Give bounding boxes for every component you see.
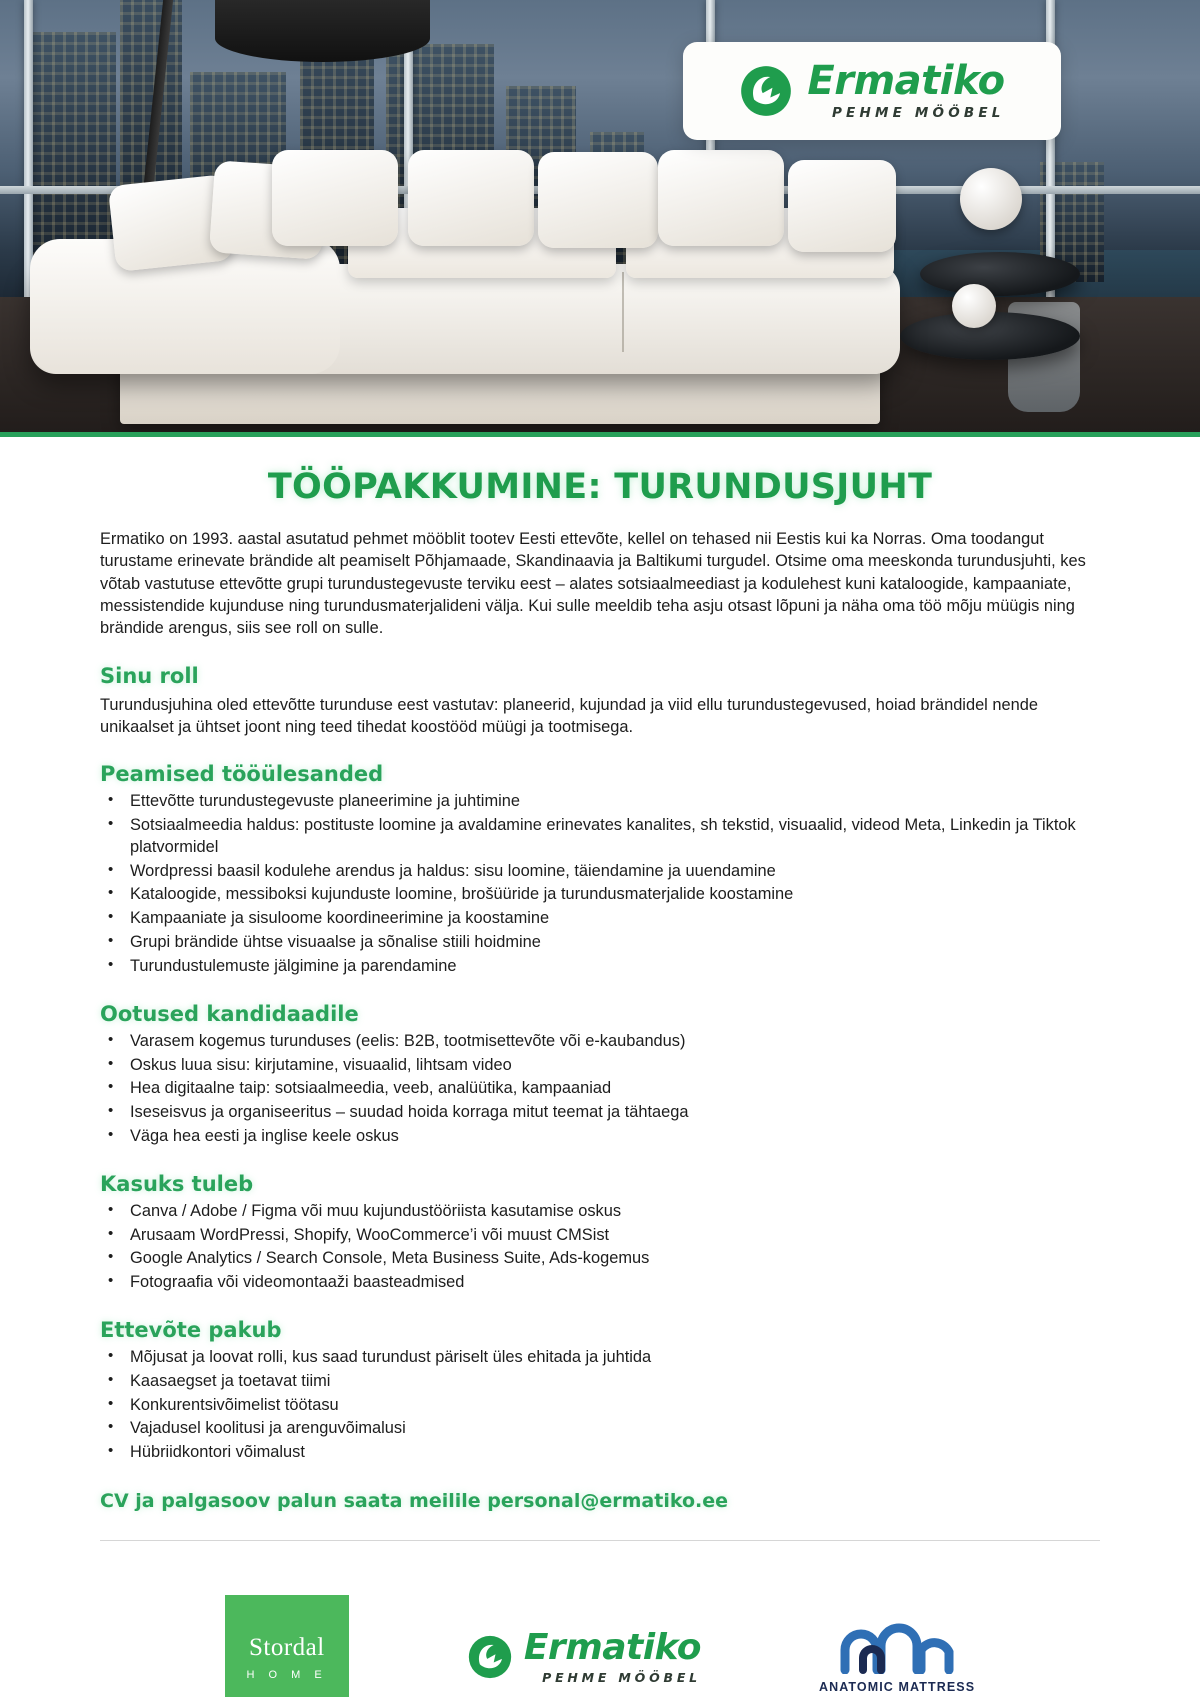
stordal-home-logo <box>225 1595 349 1697</box>
list-item: • Canva / Adobe / Figma või muu kujundustööriista kasutamise oskus <box>100 1201 1100 1223</box>
list-item: • Wordpressi baasil kodulehe arendus ja haldus: sisu loomine, täiendamine ja uuendamine <box>100 861 1100 883</box>
ermatiko-swoosh-icon <box>467 1634 513 1680</box>
list-item: • Kaasaegset ja toetavat tiimi <box>100 1371 1100 1393</box>
footer-divider <box>100 1540 1100 1541</box>
list-item: • Kampaaniate ja sisuloome koordineerimine ja koostamine <box>100 908 1100 930</box>
anatomic-arches-icon <box>837 1620 957 1674</box>
anatomic-name: ANATOMIC MATTRESS <box>818 1680 976 1695</box>
list-kasuks-tuleb <box>100 1201 1100 1294</box>
brand-name: Ermatiko <box>523 1626 701 1668</box>
brand-name: Ermatiko <box>807 58 1005 105</box>
brand-tagline: PEHME MÖÖBEL <box>542 1669 701 1685</box>
section-heading-tooulesanded: Peamised tööülesanded <box>100 762 384 787</box>
list-item: • Konkurentsivõimelist töötasu <box>100 1395 1100 1417</box>
throw-pillow <box>538 152 658 248</box>
throw-pillow <box>408 150 534 246</box>
section-heading-ootused: Ootused kandidaadile <box>100 1001 359 1026</box>
list-item: • Oskus luua sisu: kirjutamine, visuaalid, lihtsam video <box>100 1055 1100 1077</box>
hero-image <box>0 0 1200 432</box>
throw-pillow <box>788 160 896 252</box>
list-item: • Mõjusat ja loovat rolli, kus saad turundust päriselt üles ehitada ja juhtida <box>100 1347 1100 1369</box>
sofa-seam <box>622 272 624 352</box>
intro-paragraph: Ermatiko on 1993. aastal asutatud pehmet mööblit tootev Eesti ettevõte, kellel on tehased nii Eestis kui ka Norras. Oma toodangut turustame erinevate brändide alt peamiselt Põhjamaade, Skandinaavia ja Baltikumi turgudel. Otsime oma meeskonda turundusjuhti, kes võtab vastutuse ettevõtte grupi turundustegevuste terviku eest – alates sotsiaalmeediast ja kodulehest kuni kataloogide, kampaaniate, messistendide kujunduse ning turundusmaterjalideni välja. Kui sulle meeldib teha asju otsast lõpuni ja näha oma töö mõju müügis ning brändide arengus, siis see roll on sulle. <box>100 530 1086 638</box>
ermatiko-wordmark <box>523 1626 701 1685</box>
section-heading-kasuks-tuleb: Kasuks tuleb <box>100 1171 254 1196</box>
list-item: • Iseseisvus ja organiseeritus – suudad hoida korraga mitut teemat ja tähtaega <box>100 1102 1100 1124</box>
list-item: • Turundustulemuste jälgimine ja parendamine <box>100 956 1100 978</box>
ermatiko-footer-logo <box>467 1626 701 1685</box>
ermatiko-swoosh-icon <box>739 64 793 118</box>
list-ootused <box>100 1031 1100 1148</box>
list-tooulesanded <box>100 791 1100 978</box>
list-item: • Hübriidkontori võimalust <box>100 1442 1100 1464</box>
anatomic-mattress-logo <box>819 1620 975 1694</box>
floor-lamp-shade <box>215 0 430 62</box>
list-item: • Sotsiaalmeedia haldus: postituste loomine ja avaldamine erinevates kanalites, sh tekstid, visuaalid, videod Meta, Linkedin ja Tiktok platvormidel <box>100 815 1100 859</box>
stordal-sub: H O M E <box>246 1668 328 1681</box>
section-heading-sinu-roll: Sinu roll <box>100 663 199 688</box>
section-heading-ettevote-pakub: Ettevõte pakub <box>100 1318 282 1342</box>
green-divider-rule <box>0 432 1200 437</box>
application-cta[interactable]: CV ja palgasoov palun saata meilile personal@ermatiko.ee <box>100 1490 729 1513</box>
list-item: • Google Analytics / Search Console, Meta Business Suite, Ads-kogemus <box>100 1248 1100 1270</box>
list-item: • Hea digitaalne taip: sotsiaalmeedia, veeb, analüütika, kampaaniad <box>100 1078 1100 1100</box>
decorative-sphere <box>960 168 1022 230</box>
list-item: • Kataloogide, messiboksi kujunduste loomine, brošüüride ja turundusmaterjalide koostamine <box>100 884 1100 906</box>
list-item: • Fotograafia või videomontaaži baasteadmised <box>100 1272 1100 1294</box>
throw-pillow <box>272 150 398 246</box>
section-paragraph-sinu-roll: Turundusjuhina oled ettevõtte turunduse eest vastutav: planeerid, kujundad ja viid ellu turundustegevused, hoiad brändidel nende unikaalset ja ühtset joont ning teed tihedat koostööd müügi ja tootmisega. <box>100 695 1038 736</box>
list-item: • Ettevõtte turundustegevuste planeerimine ja juhtimine <box>100 791 1100 813</box>
list-item: • Grupi brändide ühtse visuaalse ja sõnalise stiili hoidmine <box>100 932 1100 954</box>
side-table <box>920 252 1080 296</box>
stordal-name: Stordal <box>248 1633 325 1661</box>
list-item: • Väga hea eesti ja inglise keele oskus <box>100 1126 1100 1148</box>
sectional-sofa <box>30 159 900 374</box>
list-ettevote-pakub <box>100 1347 1100 1464</box>
list-item: • Vajadusel koolitusi ja arenguvõimalusi <box>100 1418 1100 1440</box>
job-content <box>0 467 1200 1697</box>
list-item: • Arusaam WordPressi, Shopify, WooCommerce’i või muust CMSist <box>100 1225 1100 1247</box>
ermatiko-wordmark <box>807 58 1005 122</box>
brand-tagline: PEHME MÖÖBEL <box>831 105 1005 122</box>
decorative-sphere <box>952 284 996 328</box>
page-title: TÖÖPAKKUMINE: TURUNDUSJUHT <box>267 467 933 507</box>
list-item: • Varasem kogemus turunduses (eelis: B2B, tootmisettevõte või e-kaubandus) <box>100 1031 1100 1053</box>
footer-logos <box>100 1595 1100 1697</box>
ermatiko-logo-card <box>683 42 1061 140</box>
throw-pillow <box>658 150 784 246</box>
